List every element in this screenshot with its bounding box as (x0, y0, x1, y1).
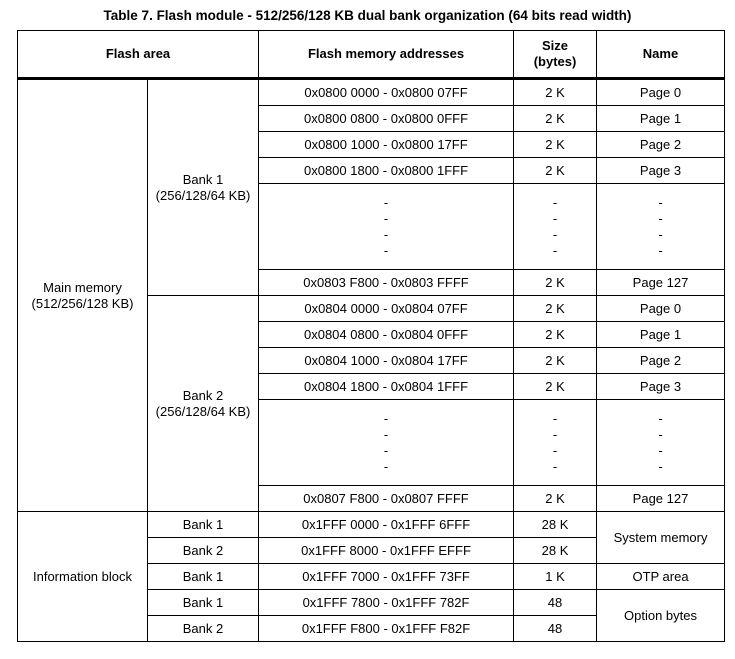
dash-mark: - (552, 194, 558, 210)
dash-mark: - (658, 194, 663, 210)
size-cell: 2 K (514, 106, 597, 132)
address-cell: 0x0804 0000 - 0x0804 07FF (259, 296, 514, 322)
ellipsis-name-cell (597, 184, 725, 270)
system-memory-cell: System memory (597, 512, 725, 564)
bank-cell: Bank 2 (148, 538, 259, 564)
bank-cell: Bank 2 (148, 616, 259, 642)
table-title: Table 7. Flash module - 512/256/128 KB dual bank organization (64 bits read width) (103, 8, 632, 23)
header-size (514, 31, 597, 79)
address-cell: 0x0800 0000 - 0x0800 07FF (259, 79, 514, 106)
dash-mark: - (383, 242, 389, 258)
bank1-size: (256/128/64 KB) (155, 187, 251, 203)
dash-mark: - (658, 210, 663, 226)
size-cell: 48 (514, 616, 597, 642)
address-cell: 0x0800 0800 - 0x0800 0FFF (259, 106, 514, 132)
name-cell: Page 127 (597, 486, 725, 512)
dash-mark: - (552, 442, 558, 458)
address-cell: 0x0803 F800 - 0x0803 FFFF (259, 270, 514, 296)
address-cell: 0x0804 1800 - 0x0804 1FFF (259, 374, 514, 400)
address-cell: 0x1FFF 7800 - 0x1FFF 782F (259, 590, 514, 616)
dash-mark: - (552, 226, 558, 242)
ellipsis-name-cell (597, 400, 725, 486)
main-memory-label: Main memory (43, 279, 122, 295)
name-cell: Page 2 (597, 132, 725, 158)
address-cell: 0x1FFF 7000 - 0x1FFF 73FF (259, 564, 514, 590)
address-cell: 0x1FFF F800 - 0x1FFF F82F (259, 616, 514, 642)
size-cell: 2 K (514, 158, 597, 184)
ellipsis-size-cell (514, 184, 597, 270)
bank-cell: Bank 1 (148, 512, 259, 538)
ellipsis-size-cell (514, 400, 597, 486)
address-cell: 0x0807 F800 - 0x0807 FFFF (259, 486, 514, 512)
dash-mark: - (658, 242, 663, 258)
size-cell: 2 K (514, 79, 597, 106)
size-cell: 2 K (514, 132, 597, 158)
bank2-size: (256/128/64 KB) (155, 403, 251, 419)
name-cell: Page 1 (597, 322, 725, 348)
dash-mark: - (383, 194, 389, 210)
dash-mark: - (552, 426, 558, 442)
address-cell: 0x0800 1000 - 0x0800 17FF (259, 132, 514, 158)
address-cell: 0x0804 1000 - 0x0804 17FF (259, 348, 514, 374)
dash-mark: - (658, 442, 663, 458)
bank2-cell (148, 296, 259, 512)
dash-mark: - (552, 210, 558, 226)
dash-mark: - (658, 410, 663, 426)
dash-mark: - (383, 442, 389, 458)
dash-mark: - (552, 458, 558, 474)
address-cell: 0x1FFF 8000 - 0x1FFF EFFF (259, 538, 514, 564)
main-memory-size: (512/256/128 KB) (31, 295, 134, 311)
ellipsis-address-cell (259, 184, 514, 270)
dash-mark: - (552, 242, 558, 258)
otp-area-cell: OTP area (597, 564, 725, 590)
address-cell: 0x0800 1800 - 0x0800 1FFF (259, 158, 514, 184)
header-flash-area: Flash area (18, 31, 259, 79)
size-cell: 48 (514, 590, 597, 616)
dash-mark: - (383, 458, 389, 474)
dash-mark: - (383, 226, 389, 242)
bank1-label: Bank 1 (182, 171, 224, 187)
ellipsis-address-cell (259, 400, 514, 486)
bank2-label: Bank 2 (182, 387, 224, 403)
size-cell: 2 K (514, 486, 597, 512)
table-row (18, 79, 725, 106)
size-cell: 2 K (514, 322, 597, 348)
bank1-cell (148, 79, 259, 296)
header-size-line1: Size (542, 38, 569, 53)
size-cell: 28 K (514, 512, 597, 538)
size-cell: 1 K (514, 564, 597, 590)
name-cell: Page 0 (597, 296, 725, 322)
name-cell: Page 127 (597, 270, 725, 296)
size-cell: 2 K (514, 348, 597, 374)
dash-mark: - (658, 426, 663, 442)
name-cell: Page 3 (597, 374, 725, 400)
option-bytes-cell: Option bytes (597, 590, 725, 642)
name-cell: Page 2 (597, 348, 725, 374)
dash-mark: - (383, 210, 389, 226)
address-cell: 0x0804 0800 - 0x0804 0FFF (259, 322, 514, 348)
header-row (18, 31, 725, 79)
dash-mark: - (658, 226, 663, 242)
size-cell: 28 K (514, 538, 597, 564)
name-cell: Page 0 (597, 79, 725, 106)
info-block-cell: Information block (18, 512, 148, 642)
name-cell: Page 1 (597, 106, 725, 132)
header-addresses: Flash memory addresses (259, 31, 514, 79)
dash-mark: - (658, 458, 663, 474)
size-cell: 2 K (514, 374, 597, 400)
header-size-line2: (bytes) (533, 54, 577, 69)
table-row (18, 512, 725, 538)
size-cell: 2 K (514, 270, 597, 296)
main-memory-cell (18, 79, 148, 512)
address-cell: 0x1FFF 0000 - 0x1FFF 6FFF (259, 512, 514, 538)
bank-cell: Bank 1 (148, 564, 259, 590)
dash-mark: - (552, 410, 558, 426)
dash-mark: - (383, 410, 389, 426)
size-cell: 2 K (514, 296, 597, 322)
flash-organization-table (17, 30, 725, 642)
name-cell: Page 3 (597, 158, 725, 184)
bank-cell: Bank 1 (148, 590, 259, 616)
header-name: Name (597, 31, 725, 79)
dash-mark: - (383, 426, 389, 442)
